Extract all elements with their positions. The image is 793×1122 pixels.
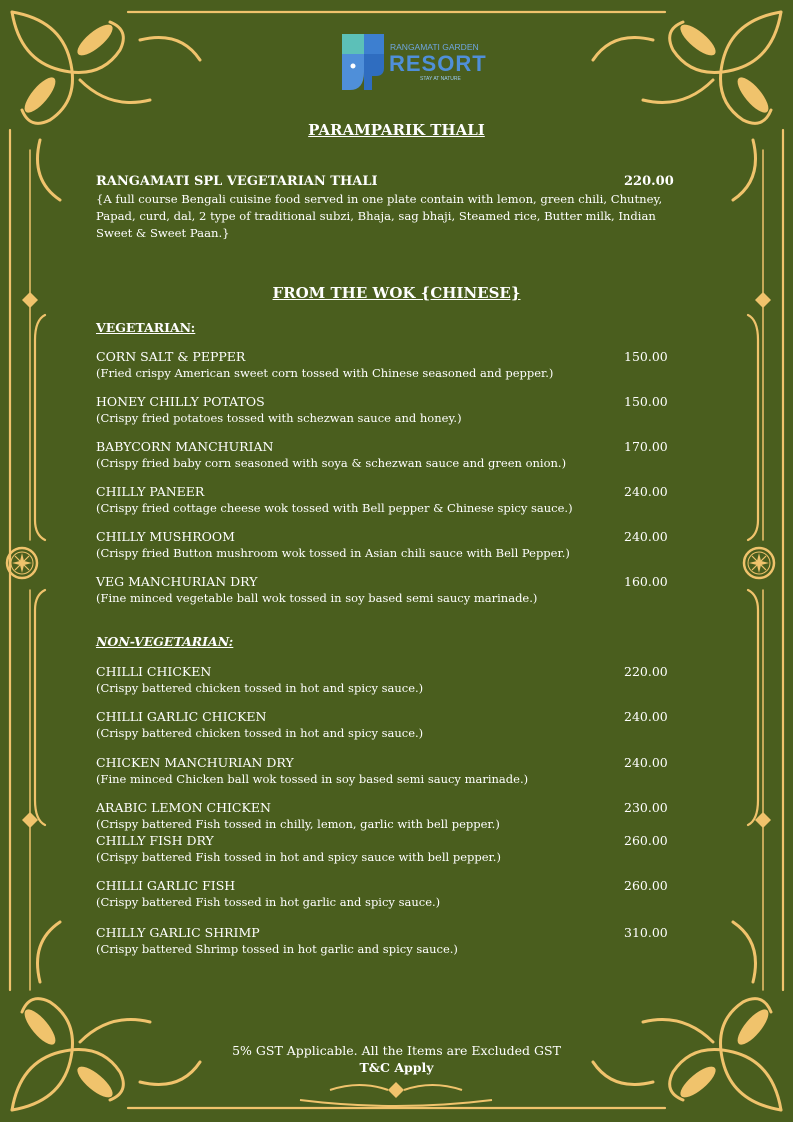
item-name: HONEY CHILLY POTATOS (96, 394, 265, 409)
item-description: (Fine minced vegetable ball wok tossed in soy based semi saucy marinade.) (96, 591, 538, 605)
item-price: 230.00 (624, 800, 668, 815)
terms-note: T&C Apply (359, 1060, 434, 1075)
item-name: CHILLI GARLIC FISH (96, 878, 236, 893)
item-price: 310.00 (624, 925, 668, 940)
item-name: CHILLI CHICKEN (96, 664, 212, 679)
item-name: CHILLY GARLIC SHRIMP (96, 925, 260, 940)
menu-item (96, 709, 676, 743)
logo-main-text: RESORT (389, 51, 487, 76)
item-description: (Fried crispy American sweet corn tossed with Chinese seasoned and pepper.) (96, 366, 554, 380)
item-price: 220.00 (624, 664, 668, 679)
nonveg-heading: NON-VEGETARIAN: (96, 634, 234, 649)
menu-item (96, 349, 676, 383)
item-price: 260.00 (624, 878, 668, 893)
veg-heading: VEGETARIAN: (96, 320, 196, 335)
item-description: (Crispy battered Fish tossed in hot garlic and spicy sauce.) (96, 895, 441, 909)
item-description: (Crispy fried cottage cheese wok tossed with Bell pepper & Chinese spicy sauce.) (96, 501, 573, 515)
menu-item (96, 925, 676, 959)
item-price: 260.00 (624, 833, 668, 848)
item-description: (Crispy battered Fish tossed in hot and spicy sauce with bell pepper.) (96, 850, 501, 864)
item-description: (Crispy fried baby corn seasoned with soya & schezwan sauce and green onion.) (96, 456, 567, 470)
thali-item-price: 220.00 (624, 174, 674, 189)
item-price: 170.00 (624, 439, 668, 454)
menu-item (96, 574, 676, 608)
resort-logo (342, 32, 492, 96)
menu-item (96, 800, 676, 834)
menu-item (96, 878, 676, 912)
item-name: CHICKEN MANCHURIAN DRY (96, 755, 294, 770)
gst-note: 5% GST Applicable. All the Items are Excluded GST (232, 1043, 561, 1058)
item-price: 240.00 (624, 529, 668, 544)
item-description: (Crispy battered Fish tossed in chilly, lemon, garlic with bell pepper.) (96, 817, 500, 831)
elephant-logo-icon (342, 32, 386, 94)
item-description: (Fine minced Chicken ball wok tossed in soy based semi saucy marinade.) (96, 772, 529, 786)
item-name: ARABIC LEMON CHICKEN (96, 800, 271, 815)
item-price: 160.00 (624, 574, 668, 589)
menu-item (96, 833, 676, 867)
item-name: VEG MANCHURIAN DRY (96, 574, 258, 589)
menu-item (96, 484, 676, 518)
item-name: CHILLY PANEER (96, 484, 205, 499)
item-price: 240.00 (624, 709, 668, 724)
item-name: CHILLI GARLIC CHICKEN (96, 709, 267, 724)
item-price: 240.00 (624, 484, 668, 499)
section-title-thali: PARAMPARIK THALI (308, 121, 485, 139)
item-name: BABYCORN MANCHURIAN (96, 439, 274, 454)
item-description: (Crispy battered chicken tossed in hot and spicy sauce.) (96, 726, 424, 740)
logo-top-text: RANGAMATI GARDEN (390, 42, 479, 52)
item-price: 150.00 (624, 349, 668, 364)
menu-item (96, 529, 676, 563)
item-name: CORN SALT & PEPPER (96, 349, 246, 364)
section-title-wok: FROM THE WOK {CHINESE} (272, 284, 521, 302)
item-name: CHILLY FISH DRY (96, 833, 214, 848)
thali-item-name: RANGAMATI SPL VEGETARIAN THALI (96, 174, 378, 189)
thali-item-description: {A full course Bengali cuisine food served in one plate contain with lemon, green chili, Chutney, Papad, curd, dal, 2 type of traditional subzi, Bhaja, sag bhaji, Steamed rice, Butter milk, Indian Sweet & Sweet Paan.} (96, 192, 663, 240)
menu-item (96, 394, 676, 428)
item-description: (Crispy battered Shrimp tossed in hot garlic and spicy sauce.) (96, 942, 458, 956)
item-description: (Crispy battered chicken tossed in hot and spicy sauce.) (96, 681, 424, 695)
item-price: 240.00 (624, 755, 668, 770)
item-description: (Crispy fried potatoes tossed with schezwan sauce and honey.) (96, 411, 462, 425)
item-price: 150.00 (624, 394, 668, 409)
menu-item (96, 439, 676, 473)
item-name: CHILLY MUSHROOM (96, 529, 235, 544)
item-description: (Crispy fried Button mushroom wok tossed in Asian chili sauce with Bell Pepper.) (96, 546, 570, 560)
menu-item (96, 755, 676, 789)
menu-item (96, 664, 676, 698)
logo-tagline: STAY AT NATURE (420, 76, 461, 82)
